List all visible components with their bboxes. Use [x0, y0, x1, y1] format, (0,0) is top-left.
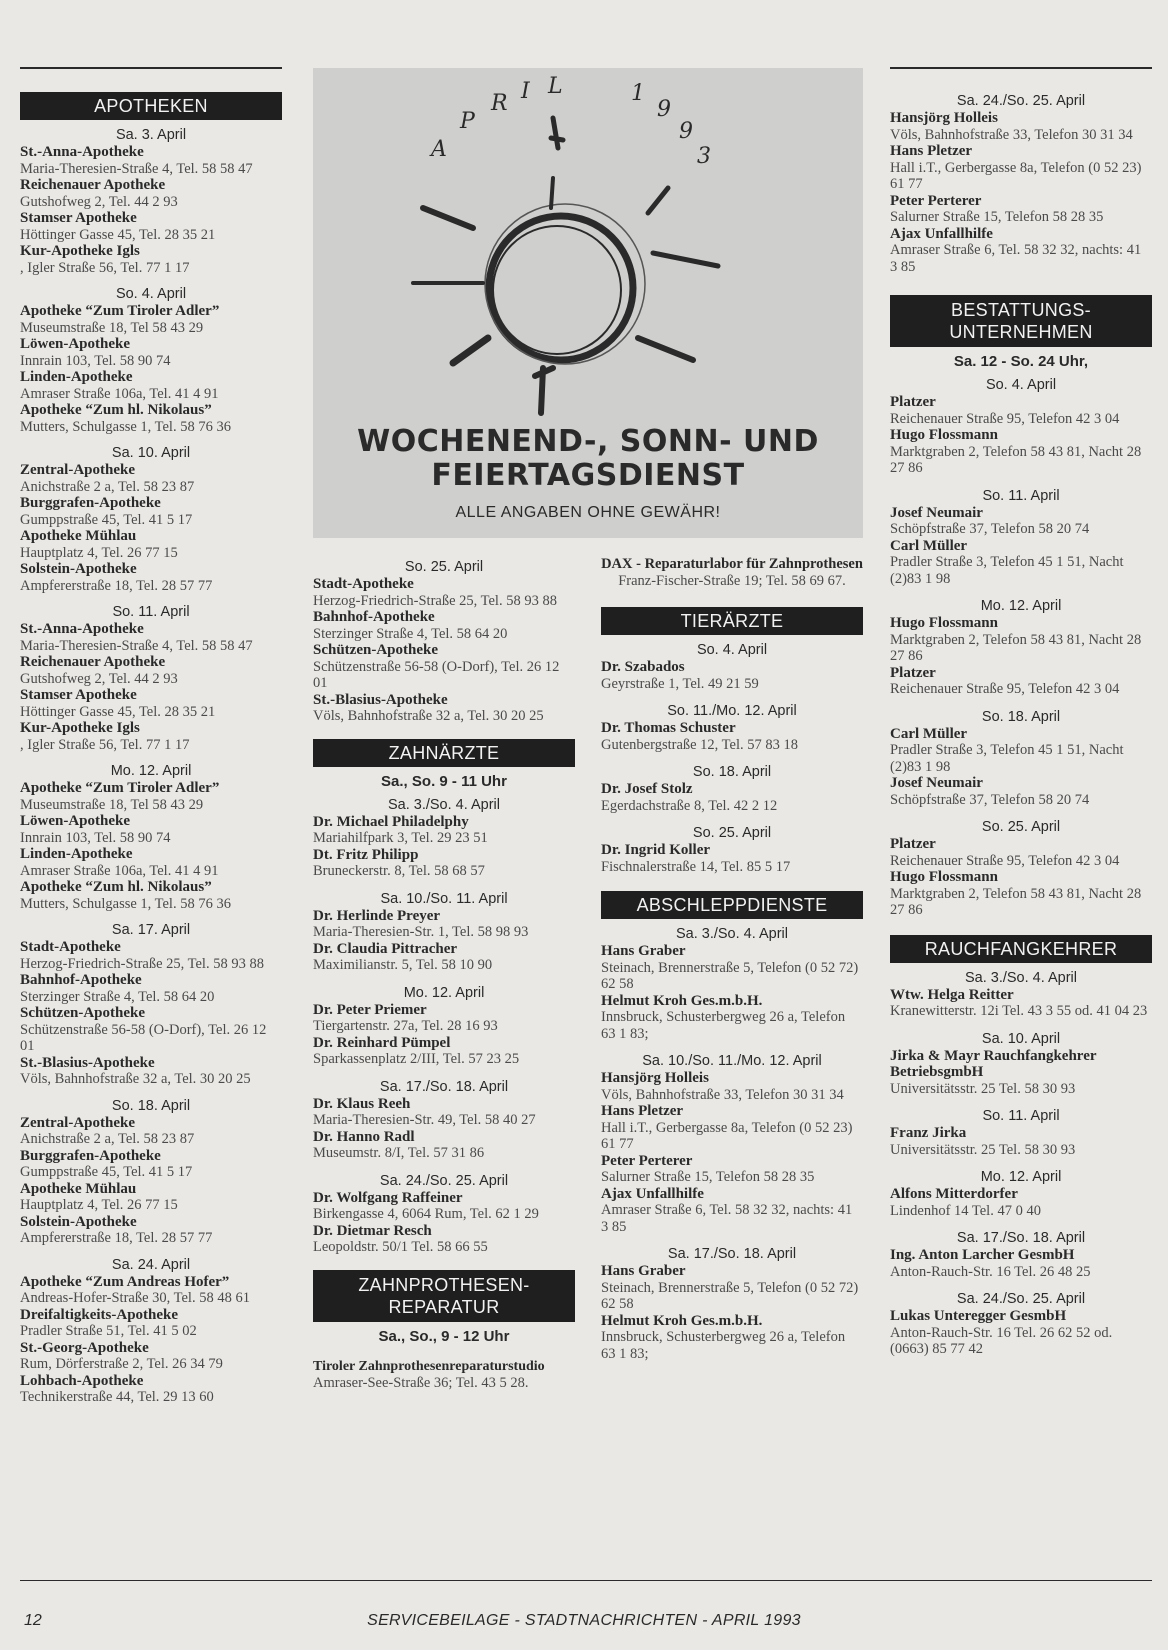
section-header-rauchfangkehrer: RAUCHFANGKEHRER [890, 935, 1152, 963]
day-heading: Sa. 17./So. 18. April [667, 1246, 797, 1262]
entry-name: Hans Graber [601, 1263, 686, 1279]
day-heading: Sa. 3. April [115, 127, 187, 143]
banner-digit-3: 3 [697, 144, 711, 169]
entry-address: Museumstraße 18, Tel 58 43 29 [20, 796, 204, 813]
top-rule-left [20, 67, 282, 69]
entry-address: Gutshofweg 2, Tel. 44 2 93 [20, 193, 178, 210]
entry-name: Löwen-Apotheke [20, 336, 131, 352]
banner-letter-p: P [460, 109, 475, 134]
entry-name: Schützen-Apotheke [313, 642, 439, 658]
day-heading: Sa. 10. April [981, 1030, 1061, 1047]
entry-address: Amraser-See-Straße 36; Tel. 43 5 28. [313, 1375, 529, 1391]
banner-digit-9a: 9 [657, 97, 671, 122]
entry-name: St.-Blasius-Apotheke [20, 1054, 155, 1071]
day-heading: So. 4. April [985, 377, 1057, 393]
entry-name: Dr. Josef Stolz [601, 781, 693, 797]
entry-name: Stamser Apotheke [20, 210, 137, 226]
entry-name: Bahnhof-Apotheke [20, 972, 142, 988]
entry-name: St.-Anna-Apotheke [20, 621, 144, 637]
entry-address: Steinach, Brennerstraße 5, Telefon (0 52 72) 62 58 [601, 1279, 859, 1312]
entry-address: Ampfererstraße 18, Tel. 28 57 77 [20, 577, 213, 594]
entry-name: Apotheke Mühlau [20, 1180, 137, 1197]
rauchfang-list [890, 969, 1152, 1358]
day-heading: Sa. 10. April [111, 445, 191, 461]
apotheken-list [20, 126, 282, 1406]
entry-name: Alfons Mitterdorfer [890, 1186, 1018, 1202]
section-header-apotheken: APOTHEKEN [20, 92, 282, 120]
entry-address: Museumstraße 18, Tel 58 43 29 [20, 319, 204, 336]
entry-address: Schöpfstraße 37, Telefon 58 20 74 [890, 521, 1090, 537]
section-header-abschleppdienste: ABSCHLEPPDIENSTE [601, 891, 863, 919]
entry-name: Ajax Unfallhilfe [890, 225, 993, 242]
entry-name: Hugo Flossmann [890, 427, 998, 443]
bestattung-hours: Sa. 12 - So. 24 Uhr, [953, 353, 1089, 370]
entry-name: Peter Perterer [890, 192, 982, 209]
entry-address: Anton-Rauch-Str. 16 Tel. 26 62 52 od. (0663) 85 77 42 [890, 1324, 1113, 1357]
entry-name: Hans Pletzer [890, 143, 973, 159]
entry-address: Ampfererstraße 18, Tel. 28 57 77 [20, 1230, 213, 1246]
entry-name: Hugo Flossmann [890, 615, 998, 631]
zahnaerzte-list [313, 796, 575, 1256]
entry-name: Dr. Herlinde Preyer [313, 907, 441, 924]
entry-address: Anichstraße 2 a, Tel. 58 23 87 [20, 478, 195, 495]
entry-name: Franz Jirka [890, 1125, 967, 1141]
day-heading: Mo. 12. April [980, 1169, 1062, 1185]
banner-title-line2: FEIERTAGSDIENST [431, 458, 745, 493]
entry-name: Dreifaltigkeits-Apotheke [20, 1306, 179, 1323]
entry-name: Apotheke “Zum hl. Nikolaus” [20, 402, 212, 418]
entry-address: Gutshofweg 2, Tel. 44 2 93 [20, 670, 178, 687]
footer-text: SERVICEBEILAGE - STADTNACHRICHTEN - APRIL 1993 [367, 1612, 801, 1629]
entry-name: Dr. Michael Philadelphy [313, 813, 469, 830]
entry-name: Hugo Flossmann [890, 869, 998, 885]
entry-address: Kranewitterstr. 12i Tel. 43 3 55 od. 41 04 23 [890, 1003, 1148, 1019]
entry-name: Löwen-Apotheke [20, 813, 131, 829]
entry-name: DAX - Reparaturlabor für Zahnprothesen [601, 556, 863, 572]
bottom-rule [20, 1580, 1152, 1581]
entry-address: Universitätsstr. 25 Tel. 58 30 93 [890, 1080, 1076, 1097]
banner-letter-r: R [491, 91, 508, 116]
entry-name: Zentral-Apotheke [20, 1114, 135, 1131]
banner-letter-a: A [431, 137, 447, 162]
entry-name: Dr. Peter Priemer [313, 1001, 427, 1018]
entry-address: Amraser Straße 6, Tel. 58 32 32, nachts: 41 3 85 [890, 242, 1142, 275]
entry-address: Tiergartenstr. 27a, Tel. 28 16 93 [313, 1018, 498, 1034]
entry-address: Salurner Straße 15, Telefon 58 28 35 [601, 1169, 815, 1185]
day-heading: So. 11. April [982, 1108, 1060, 1124]
entry-name: Hans Pletzer [601, 1103, 684, 1119]
entry-name: Apotheke “Zum hl. Nikolaus” [20, 879, 212, 895]
entry-address: Schöpfstraße 37, Telefon 58 20 74 [890, 791, 1090, 808]
column-tieraerzte [601, 556, 863, 1362]
entry-name: Solstein-Apotheke [20, 1213, 137, 1230]
entry-name: Reichenauer Apotheke [20, 654, 166, 670]
entry-name: Wtw. Helga Reitter [890, 986, 1014, 1003]
entry-address: Völs, Bahnhofstraße 33, Telefon 30 31 34 [601, 1086, 844, 1103]
entry-name: Hans Graber [601, 943, 686, 959]
entry-address: Franz-Fischer-Straße 19; Tel. 58 69 67. [618, 572, 846, 589]
entry-address: , Igler Straße 56, Tel. 77 1 17 [20, 259, 190, 276]
entry-name: Dr. Dietmar Resch [313, 1222, 432, 1239]
entry-name: Dr. Klaus Reeh [313, 1095, 411, 1112]
entry-address: Innrain 103, Tel. 58 90 74 [20, 352, 171, 369]
entry-address: Steinach, Brennerstraße 5, Telefon (0 52 72) 62 58 [601, 959, 859, 992]
section-header-bestattung [890, 295, 1152, 347]
entry-name: Kur-Apotheke Igls [20, 720, 140, 736]
entry-address: Mutters, Schulgasse 1, Tel. 58 76 36 [20, 895, 231, 912]
entry-address: Maria-Theresien-Straße 4, Tel. 58 58 47 [20, 160, 253, 177]
day-heading: Mo. 12. April [980, 598, 1062, 614]
entry-address: Anichstraße 2 a, Tel. 58 23 87 [20, 1131, 195, 1147]
entry-address: Leopoldstr. 50/1 Tel. 58 66 55 [313, 1239, 488, 1255]
entry-address: Maria-Theresien-Straße 4, Tel. 58 58 47 [20, 637, 253, 654]
entry-address: Amraser Straße 6, Tel. 58 32 32, nachts: 41 3 85 [601, 1202, 853, 1235]
entry-name: Tiroler Zahnprothesenreparaturstudio [313, 1358, 545, 1374]
entry-address: Höttinger Gasse 45, Tel. 28 35 21 [20, 703, 216, 720]
entry-name: Dr. Szabados [601, 659, 685, 675]
entry-name: Dr. Reinhard Pümpel [313, 1034, 451, 1051]
entry-address: Hall i.T., Gerbergasse 8a, Telefon (0 52 23) 61 77 [601, 1119, 853, 1152]
bestattung-header-line2: UNTERNEHMEN [949, 322, 1093, 342]
entry-name: Peter Perterer [601, 1152, 693, 1169]
entry-name: Kur-Apotheke Igls [20, 243, 140, 259]
day-heading: Sa. 24./So. 25. April [379, 1172, 509, 1189]
entry-name: Apotheke “Zum Andreas Hofer” [20, 1273, 230, 1290]
entry-address: Schützenstraße 56-58 (O-Dorf), Tel. 26 12 01 [313, 658, 560, 691]
entry-name: Dr. Thomas Schuster [601, 720, 736, 736]
entry-name: Helmut Kroh Ges.m.b.H. [601, 1312, 763, 1329]
day-heading: So. 11. April [982, 487, 1060, 504]
entry-name: Apotheke “Zum Tiroler Adler” [20, 303, 220, 319]
entry-name: Lohbach-Apotheke [20, 1372, 144, 1389]
entry-address: Marktgraben 2, Telefon 58 43 81, Nacht 28 27 86 [890, 885, 1142, 918]
entry-address: Fischnalerstraße 14, Tel. 85 5 17 [601, 858, 791, 875]
entry-name: Platzer [890, 664, 936, 681]
entry-address: Amraser Straße 106a, Tel. 41 4 91 [20, 862, 219, 879]
entry-address: Anton-Rauch-Str. 16 Tel. 26 48 25 [890, 1263, 1091, 1280]
entry-address: Gumppstraße 45, Tel. 41 5 17 [20, 511, 193, 528]
entry-address: Schützenstraße 56-58 (O-Dorf), Tel. 26 12 01 [20, 1021, 267, 1054]
entry-address: Gutenbergstraße 12, Tel. 57 83 18 [601, 736, 798, 753]
entry-address: Innsbruck, Schusterbergweg 26 a, Telefon 63 1 83; [601, 1009, 846, 1042]
day-heading: Mo. 12. April [110, 763, 192, 779]
entry-address: Museumstr. 8/I, Tel. 57 31 86 [313, 1145, 485, 1161]
entry-address: Maximilianstr. 5, Tel. 58 10 90 [313, 957, 493, 973]
bestattung-list [890, 376, 1152, 919]
entry-address: Völs, Bahnhofstraße 32 a, Tel. 30 20 25 [313, 708, 544, 724]
entry-address: Gumppstraße 45, Tel. 41 5 17 [20, 1164, 193, 1180]
day-heading: Sa. 24./So. 25. April [956, 93, 1086, 109]
abschlepp-list [601, 925, 863, 1362]
entry-address: Reichenauer Straße 95, Telefon 42 3 04 [890, 852, 1120, 869]
day-heading: Sa. 3./So. 4. April [964, 969, 1078, 986]
tieraerzte-list [601, 641, 863, 875]
entry-name: Josef Neumair [890, 504, 983, 521]
banner-note: ALLE ANGABEN OHNE GEWÄHR! [455, 504, 721, 521]
banner-letter-l: L [548, 74, 563, 99]
zahnprothesen-hours: Sa., So., 9 - 12 Uhr [378, 1327, 510, 1345]
banner [313, 68, 863, 538]
banner-title [313, 425, 863, 493]
day-heading: So. 18. April [981, 708, 1061, 725]
entry-name: Carl Müller [890, 537, 968, 554]
entry-name: Platzer [890, 394, 936, 410]
day-heading: So. 25. April [981, 819, 1061, 835]
entry-name: St.-Anna-Apotheke [20, 144, 144, 160]
abschlepp-continued [890, 92, 1152, 275]
day-heading: So. 11. April [112, 604, 190, 620]
banner-title-line1: WOCHENEND-, SONN- UND [357, 424, 819, 459]
entry-address: Pradler Straße 3, Telefon 45 1 51, Nacht (2)83 1 98 [890, 554, 1124, 587]
entry-name: St.-Georg-Apotheke [20, 1339, 149, 1356]
entry-name: Zentral-Apotheke [20, 462, 135, 478]
day-heading: So. 18. April [692, 764, 772, 780]
entry-name: Hansjörg Holleis [890, 110, 998, 126]
entry-address: Salurner Straße 15, Telefon 58 28 35 [890, 209, 1104, 225]
entry-name: Dr. Hanno Radl [313, 1128, 415, 1145]
entry-address: Technikerstraße 44, Tel. 29 13 60 [20, 1389, 214, 1405]
entry-address: Reichenauer Straße 95, Telefon 42 3 04 [890, 410, 1120, 427]
entry-name: Dr. Claudia Pittracher [313, 940, 458, 957]
day-heading: Sa. 3./So. 4. April [675, 926, 789, 942]
banner-letter-i: I [521, 79, 530, 104]
entry-address: Mutters, Schulgasse 1, Tel. 58 76 36 [20, 418, 231, 435]
page-number: 12 [24, 1612, 42, 1629]
entry-name: Burggrafen-Apotheke [20, 1147, 161, 1164]
entry-address: Sterzinger Straße 4, Tel. 58 64 20 [313, 625, 508, 642]
entry-name: Linden-Apotheke [20, 846, 133, 862]
entry-name: Apotheke “Zum Tiroler Adler” [20, 780, 220, 796]
entry-address: Herzog-Friedrich-Straße 25, Tel. 58 93 88 [313, 592, 557, 609]
day-heading: Sa. 17./So. 18. April [956, 1230, 1086, 1246]
entry-name: Dr. Wolfgang Raffeiner [313, 1189, 463, 1206]
entry-address: Hauptplatz 4, Tel. 26 77 15 [20, 1197, 178, 1213]
zahnaerzte-hours: Sa., So. 9 - 11 Uhr [381, 772, 507, 790]
entry-name: Dr. Ingrid Koller [601, 842, 711, 858]
bestattung-header-line1: BESTATTUNGS- [951, 300, 1091, 320]
entry-name: Linden-Apotheke [20, 369, 133, 385]
entry-name: Stadt-Apotheke [313, 576, 414, 592]
entry-address: Andreas-Hofer-Straße 30, Tel. 58 48 61 [20, 1290, 250, 1306]
entry-address: Maria-Theresien-Str. 1, Tel. 58 98 93 [313, 924, 529, 940]
entry-name: Stamser Apotheke [20, 687, 137, 703]
day-heading: So. 18. April [111, 1097, 191, 1114]
column-apotheken [20, 92, 282, 1406]
column-zahnaerzte [313, 552, 575, 1392]
entry-name: Platzer [890, 836, 936, 852]
day-heading: Sa. 17. April [111, 922, 191, 938]
entry-address: Sterzinger Straße 4, Tel. 58 64 20 [20, 988, 215, 1005]
zahnprothesen-header-line2: REPARATUR [388, 1296, 500, 1317]
entry-name: Lukas Unteregger GesmbH [890, 1308, 1067, 1324]
entry-address: Herzog-Friedrich-Straße 25, Tel. 58 93 88 [20, 955, 264, 972]
entry-name: Reichenauer Apotheke [20, 177, 166, 193]
entry-name: St.-Blasius-Apotheke [313, 691, 448, 708]
entry-address: Universitätsstr. 25 Tel. 58 30 93 [890, 1141, 1076, 1158]
entry-name: Bahnhof-Apotheke [313, 609, 435, 625]
section-header-tieraerzte: TIERÄRZTE [601, 607, 863, 635]
entry-address: Marktgraben 2, Telefon 58 43 81, Nacht 28 27 86 [890, 443, 1142, 476]
entry-name: Burggrafen-Apotheke [20, 495, 161, 511]
entry-name: Stadt-Apotheke [20, 939, 121, 955]
entry-address: Höttinger Gasse 45, Tel. 28 35 21 [20, 226, 216, 243]
column-bestattung [890, 86, 1152, 1358]
top-rule-right [890, 67, 1152, 69]
entry-name: Ing. Anton Larcher GesmbH [890, 1247, 1075, 1263]
entry-address: Egerdachstraße 8, Tel. 42 2 12 [601, 797, 778, 814]
banner-digit-9b: 9 [679, 119, 693, 144]
day-heading: Sa. 17./So. 18. April [379, 1078, 509, 1095]
section-header-zahnaerzte: ZAHNÄRZTE [313, 739, 575, 767]
zahnprothesen-header-line1: ZAHNPROTHESEN- [358, 1274, 530, 1295]
entry-address: Hall i.T., Gerbergasse 8a, Telefon (0 52 23) 61 77 [890, 159, 1142, 192]
entry-address: Geyrstraße 1, Tel. 49 21 59 [601, 675, 759, 692]
entry-name: Solstein-Apotheke [20, 561, 137, 577]
day-heading: Sa. 3./So. 4. April [387, 796, 501, 813]
entry-address: Hauptplatz 4, Tel. 26 77 15 [20, 544, 178, 561]
entry-name: Schützen-Apotheke [20, 1005, 146, 1021]
entry-address: Rum, Dörferstraße 2, Tel. 26 34 79 [20, 1356, 223, 1372]
entry-name: Ajax Unfallhilfe [601, 1185, 704, 1202]
apotheken-continued [313, 558, 575, 725]
entry-address: Sparkassenplatz 2/III, Tel. 57 23 25 [313, 1051, 520, 1067]
entry-address: Marktgraben 2, Telefon 58 43 81, Nacht 28 27 86 [890, 631, 1142, 664]
day-heading: Sa. 10./So. 11. April [380, 890, 508, 907]
entry-name: Josef Neumair [890, 775, 983, 791]
day-heading: Sa. 24. April [111, 1256, 191, 1273]
entry-name: Hansjörg Holleis [601, 1070, 709, 1086]
entry-name: Apotheke Mühlau [20, 528, 137, 544]
day-heading: So. 11./Mo. 12. April [667, 703, 797, 719]
entry-address: , Igler Straße 56, Tel. 77 1 17 [20, 736, 190, 753]
entry-name: Jirka & Mayr Rauchfangkehrer BetriebsgmbH [890, 1047, 1097, 1080]
entry-name: Carl Müller [890, 725, 968, 742]
entry-address: Innrain 103, Tel. 58 90 74 [20, 829, 171, 846]
entry-address: Reichenauer Straße 95, Telefon 42 3 04 [890, 681, 1120, 697]
entry-address: Bruneckerstr. 8, Tel. 58 68 57 [313, 863, 485, 879]
banner-digit-1: 1 [631, 81, 645, 106]
entry-name: Dt. Fritz Philipp [313, 846, 419, 863]
section-header-zahnprothesen [313, 1270, 575, 1322]
entry-address: Birkengasse 4, 6064 Rum, Tel. 62 1 29 [313, 1206, 539, 1222]
day-heading: Sa. 24./So. 25. April [956, 1291, 1086, 1307]
entry-address: Völs, Bahnhofstraße 32 a, Tel. 30 20 25 [20, 1071, 251, 1087]
day-heading: So. 4. April [115, 286, 187, 302]
day-heading: Sa. 10./So. 11./Mo. 12. April [642, 1053, 822, 1069]
entry-address: Amraser Straße 106a, Tel. 41 4 91 [20, 385, 219, 402]
entry-address: Innsbruck, Schusterbergweg 26 a, Telefon 63 1 83; [601, 1329, 846, 1362]
day-heading: So. 25. April [404, 559, 484, 575]
entry-address: Pradler Straße 51, Tel. 41 5 02 [20, 1323, 197, 1339]
entry-address: Lindenhof 14 Tel. 47 0 40 [890, 1202, 1041, 1219]
day-heading: So. 25. April [692, 825, 772, 841]
entry-address: Völs, Bahnhofstraße 33, Telefon 30 31 34 [890, 126, 1133, 143]
entry-address: Maria-Theresien-Str. 49, Tel. 58 40 27 [313, 1112, 536, 1128]
day-heading: So. 4. April [696, 642, 768, 658]
day-heading: Mo. 12. April [403, 984, 485, 1001]
entry-address: Pradler Straße 3, Telefon 45 1 51, Nacht (2)83 1 98 [890, 742, 1124, 775]
entry-address: Mariahilfpark 3, Tel. 29 23 51 [313, 830, 488, 846]
entry-name: Helmut Kroh Ges.m.b.H. [601, 992, 763, 1009]
